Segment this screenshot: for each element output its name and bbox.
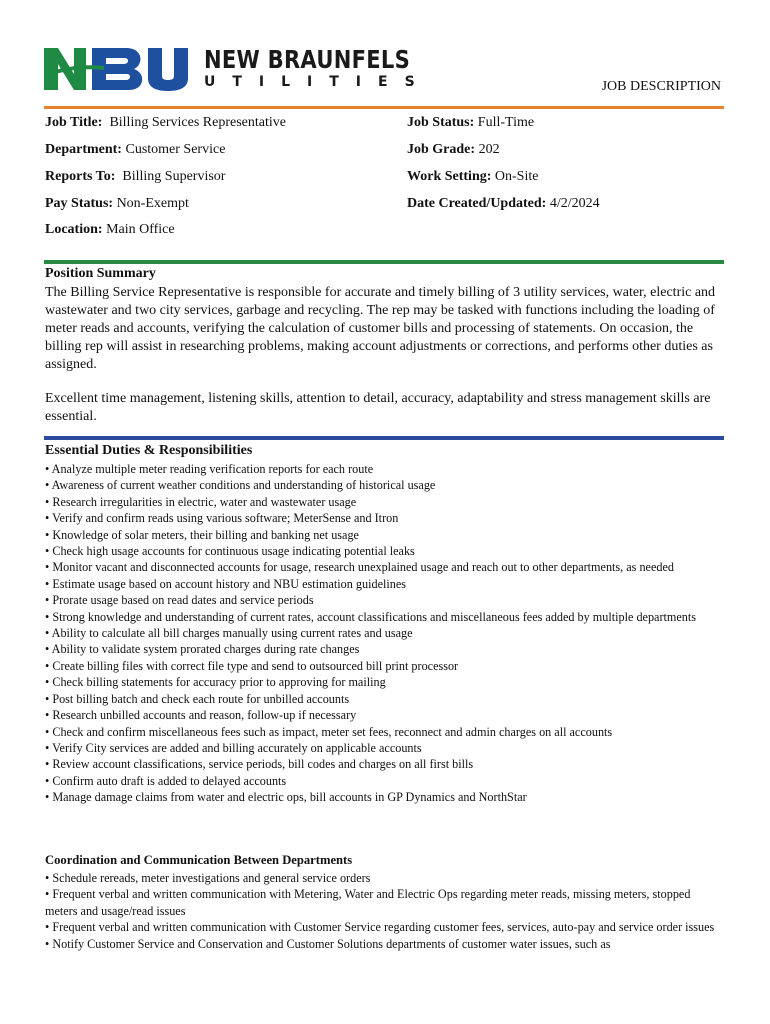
list-item: • Check billing statements for accuracy prior to approving for mailing bbox=[45, 675, 386, 690]
document-type: JOB DESCRIPTION bbox=[601, 79, 721, 94]
list-item: • Frequent verbal and written communication with Metering, Water and Electric Ops regarding meter reads, missing meters, stopped meters and usage/read issues bbox=[45, 887, 691, 918]
field-label: Date Created/Updated: bbox=[407, 196, 547, 211]
field-reports-to bbox=[45, 169, 225, 185]
field-label: Location: bbox=[45, 222, 103, 237]
duties-title: Essential Duties & Responsibilities bbox=[45, 443, 253, 458]
list-item: • Knowledge of solar meters, their billing and banking net usage bbox=[45, 527, 359, 542]
field-job-grade bbox=[407, 142, 500, 158]
duties-list bbox=[45, 461, 725, 806]
list-item: • Verify and confirm reads using various software; MeterSense and Itron bbox=[45, 511, 399, 526]
list-item: • Post billing batch and check each route for unbilled accounts bbox=[45, 691, 350, 706]
list-item: • Verify City services are added and billing accurately on applicable accounts bbox=[45, 740, 422, 755]
list-item: • Frequent verbal and written communication with Customer Service regarding customer fees, services, auto-pay and service order issues bbox=[45, 920, 715, 935]
field-job-status bbox=[407, 115, 534, 131]
field-value: Billing Services Representative bbox=[109, 115, 286, 130]
field-value: Non-Exempt bbox=[116, 196, 189, 211]
duties-divider bbox=[44, 436, 724, 440]
field-label: Work Setting: bbox=[407, 169, 492, 184]
field-label: Job Status: bbox=[407, 115, 475, 130]
list-item: • Check and confirm miscellaneous fees such as impact, meter set fees, reconnect and admin charges on all accounts bbox=[45, 724, 613, 739]
field-value: Billing Supervisor bbox=[122, 169, 226, 184]
nbu-logo-mark-icon bbox=[44, 44, 194, 92]
list-item: • Research irregularities in electric, water and wastewater usage bbox=[45, 494, 357, 509]
nbu-logo bbox=[44, 44, 432, 94]
field-value: Full-Time bbox=[477, 115, 535, 130]
list-item: • Monitor vacant and disconnected accounts for usage, research unexplained usage and reach out to other departments, as needed bbox=[45, 560, 674, 575]
logo-name-text: NEW BRAUNFELS bbox=[204, 45, 411, 74]
list-item: • Confirm auto draft is added to delayed accounts bbox=[45, 773, 287, 788]
field-location bbox=[45, 222, 175, 238]
field-label: Reports To: bbox=[45, 169, 116, 184]
field-value: Main Office bbox=[106, 222, 175, 237]
field-label: Pay Status: bbox=[45, 196, 114, 211]
field-label: Department: bbox=[45, 142, 122, 157]
field-date-updated bbox=[407, 196, 600, 212]
list-item: • Ability to validate system prorated charges during rate changes bbox=[45, 642, 360, 657]
skills-paragraph: Excellent time management, listening skills, attention to detail, accuracy, adaptability and stress management skills are essential. bbox=[45, 391, 711, 424]
list-item: • Research unbilled accounts and reason, follow-up if necessary bbox=[45, 708, 357, 723]
field-label: Job Grade: bbox=[407, 142, 476, 157]
list-item: • Strong knowledge and understanding of current rates, account classifications and miscellaneous fees added by multiple departments bbox=[45, 609, 697, 624]
list-item: • Check high usage accounts for continuous usage indicating potential leaks bbox=[45, 544, 415, 559]
logo-sub-text: UTILITIES bbox=[204, 74, 432, 90]
field-value: Customer Service bbox=[125, 142, 226, 157]
field-department bbox=[45, 142, 225, 158]
field-value: 4/2/2024 bbox=[549, 196, 600, 211]
summary-divider bbox=[44, 260, 724, 264]
field-value: 202 bbox=[478, 142, 500, 157]
list-item: • Awareness of current weather conditions and understanding of historical usage bbox=[45, 478, 436, 493]
position-summary-paragraph: The Billing Service Representative is responsible for accurate and timely billing of 3 utility services, water, electric and wastewater and two city services, garbage and recycling. The rep may be tasked with functions including the loading of meter reads and accounts, verifying the calculation of customer bills and processing of statements. On occasion, the billing rep will assist in researching problems, making account adjustments or corrections, and performs other duties as assigned. bbox=[45, 285, 716, 372]
coordination-list bbox=[45, 870, 725, 952]
field-value: On-Site bbox=[494, 169, 539, 184]
field-pay-status bbox=[45, 196, 189, 212]
list-item: • Create billing files with correct file type and send to outsourced bill print processor bbox=[45, 658, 459, 673]
field-work-setting bbox=[407, 169, 538, 185]
coordination-title: Coordination and Communication Between Departments bbox=[45, 853, 353, 867]
list-item: • Notify Customer Service and Conservation and Customer Solutions departments of customer water issues, such as bbox=[45, 936, 611, 951]
list-item: • Review account classifications, service periods, bill codes and charges on all first bills bbox=[45, 757, 474, 772]
list-item: • Manage damage claims from water and electric ops, bill accounts in GP Dynamics and NorthStar bbox=[45, 790, 527, 805]
list-item: • Ability to calculate all bill charges manually using current rates and usage bbox=[45, 626, 413, 641]
field-label: Job Title: bbox=[45, 115, 103, 130]
list-item: • Analyze multiple meter reading verification reports for each route bbox=[45, 462, 374, 476]
position-summary-title: Position Summary bbox=[45, 266, 156, 281]
list-item: • Prorate usage based on read dates and service periods bbox=[45, 593, 314, 608]
header-divider bbox=[44, 106, 724, 109]
field-job-title bbox=[45, 115, 286, 131]
list-item: • Estimate usage based on account history and NBU estimation guidelines bbox=[45, 576, 407, 591]
list-item: • Schedule rereads, meter investigations and general service orders bbox=[45, 871, 371, 885]
